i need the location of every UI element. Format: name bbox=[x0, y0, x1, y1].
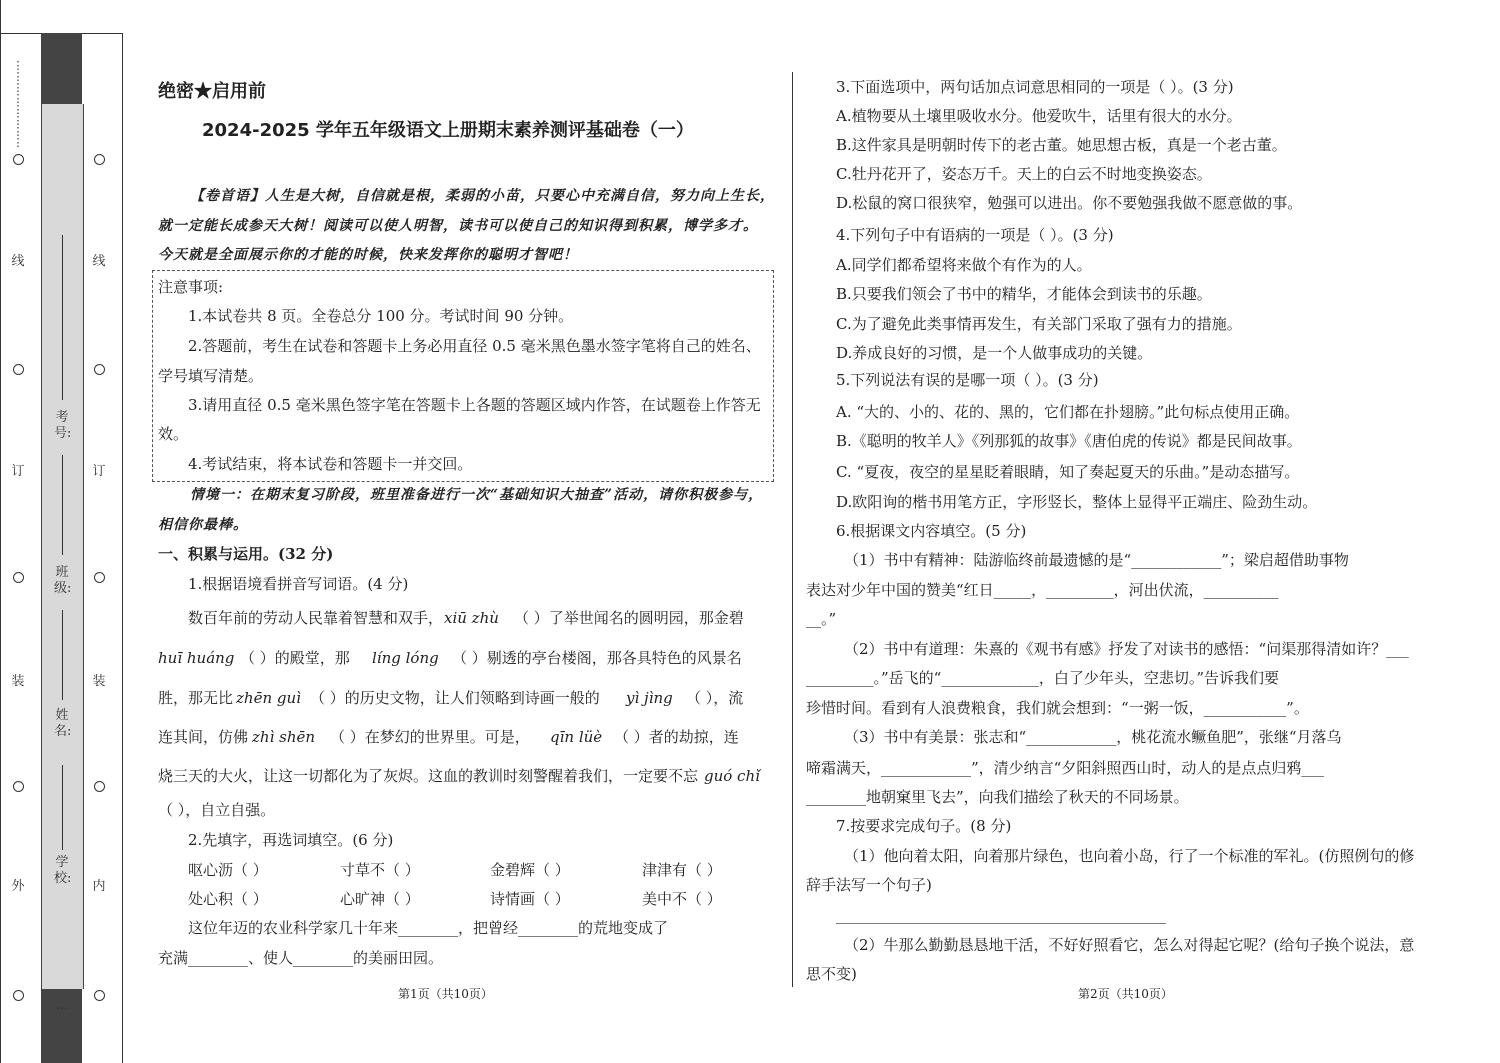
q1-pinyin: yì jìng bbox=[626, 689, 673, 707]
q6-title: 6.根据课文内容填空。(5 分) bbox=[836, 522, 1027, 540]
circle-mark bbox=[13, 781, 24, 792]
motto-line: 就一定能长成参天大树！阅读可以使人明智，读书可以使自己的知识得到积累，博学多才。 bbox=[158, 218, 758, 234]
binding-char: 线 bbox=[92, 254, 106, 269]
q4-option: D.养成良好的习惯，是一个人做事成功的关键。 bbox=[836, 344, 1153, 362]
circle-mark bbox=[13, 154, 24, 165]
q5-title: 5.下列说法有误的是哪一项（ ）。(3 分) bbox=[836, 371, 1099, 389]
dotted-line: ⋮⋮⋮⋮⋮⋮⋮⋮ bbox=[12, 59, 24, 149]
q1-pinyin: zhēn guì bbox=[236, 689, 301, 707]
q3-option: D.松鼠的窝口很狭窄，勉强可以进出。你不要勉强我做不愿意做的事。 bbox=[836, 194, 1303, 212]
idiom-blank[interactable]: 心旷神（ ） bbox=[340, 890, 420, 908]
binding-char: 线 bbox=[11, 254, 25, 269]
notes-line: 3.请用直径 0.5 毫米黑色签字笔在答题卡上各题的答题区域内作答，在试题卷上作答无 bbox=[188, 396, 761, 414]
q1-blank[interactable]: （ ）在梦幻的世界里。可是， bbox=[330, 728, 530, 746]
q5-option: D.欧阳询的楷书用笔方正，字形竖长，整体上显得平正端庄、险劲生动。 bbox=[836, 493, 1318, 511]
ellipsis-mark: … bbox=[55, 998, 69, 1013]
q1-blank[interactable]: （ ）的殿堂，那 bbox=[240, 649, 350, 667]
field-label-class: 班级: bbox=[54, 565, 72, 596]
circle-mark bbox=[94, 364, 105, 375]
field-label-school: 学校: bbox=[54, 855, 72, 886]
exam-title: 2024-2025 学年五年级语文上册期末素养测评基础卷（一） bbox=[202, 120, 694, 141]
q1-blank[interactable]: （ ）的历史文物，让人们领略到诗画一般的 bbox=[310, 689, 600, 707]
q6-line[interactable]: __。” bbox=[806, 610, 837, 628]
binding-char: 装 bbox=[92, 674, 106, 689]
motto-line: 【卷首语】人生是大树，自信就是根，柔弱的小苗，只要心中充满自信，努力向上生长， bbox=[190, 188, 775, 204]
q6-line[interactable]: 啼霜满天，____________”，清少纳言“夕阳斜照西山时，动人的是点点归鸦___ bbox=[806, 759, 1324, 777]
class-line[interactable] bbox=[62, 455, 64, 555]
notes-line: 4.考试结束，将本试卷和答题卡一并交回。 bbox=[188, 455, 473, 473]
page-divider bbox=[792, 72, 793, 987]
page-footer-right: 第2页（共10页） bbox=[1078, 987, 1173, 1001]
q3-title: 3.下面选项中，两句话加点词意思相同的一项是（ ）。(3 分) bbox=[836, 78, 1234, 96]
q2-fill-line[interactable]: 充满________、使人________的美丽田园。 bbox=[158, 949, 444, 967]
circle-mark bbox=[13, 572, 24, 583]
circle-mark bbox=[13, 364, 24, 375]
q1-pinyin: zhì shēn bbox=[252, 728, 316, 746]
q1-blank[interactable]: （ ），流 bbox=[686, 689, 744, 707]
strip-border-right bbox=[122, 33, 123, 1063]
q3-option: A.植物要从土壤里吸收水分。他爱吹牛，话里有很大的水分。 bbox=[836, 107, 1242, 125]
idiom-blank[interactable]: 呕心沥（ ） bbox=[188, 861, 268, 879]
q1-pinyin: qīn lüè bbox=[550, 728, 603, 746]
q6-line[interactable]: _________。”岳飞的“_____________，白了少年头，空悲切。”告诉我们要 bbox=[806, 669, 1280, 687]
q3-option: B.这件家具是明朝时传下的老古董。她思想古板，真是一个老古董。 bbox=[836, 136, 1287, 154]
circle-mark bbox=[94, 154, 105, 165]
q2-title: 2.先填字，再选词填空。(6 分) bbox=[188, 831, 394, 849]
notes-line: 学号填写清楚。 bbox=[158, 367, 264, 385]
q1-pinyin: huī huáng bbox=[158, 649, 235, 667]
page-footer-left: 第1页（共10页） bbox=[398, 987, 493, 1001]
q4-option: A.同学们都希望将来做个有作为的人。 bbox=[836, 256, 1092, 274]
q1-blank[interactable]: （ ）者的劫掠，连 bbox=[614, 728, 739, 746]
dark-block-top bbox=[41, 33, 82, 104]
q4-option: C.为了避免此类事情再发生，有关部门采取了强有力的措施。 bbox=[836, 315, 1242, 333]
q6-line[interactable]: 表达对少年中国的赞美“红日_____，_________，河出伏流，__________ bbox=[806, 581, 1279, 599]
q7-line: 辞手法写一个句子) bbox=[806, 876, 932, 894]
name-line[interactable] bbox=[62, 610, 64, 700]
q1-blank[interactable]: （ ）了举世闻名的圆明园，那金碧 bbox=[514, 609, 744, 627]
idiom-blank[interactable]: 处心积（ ） bbox=[188, 890, 268, 908]
binding-char: 订 bbox=[92, 464, 106, 479]
q1-text: 数百年前的劳动人民靠着智慧和双手， bbox=[188, 609, 444, 627]
scenario-line: 情境一：在期末复习阶段，班里准备进行一次“基础知识大抽查”活动，请你积极参与， bbox=[190, 487, 764, 503]
binding-char: 外 bbox=[11, 879, 25, 894]
q7-line: （1）他向着太阳，向着那片绿色，也向着小岛，行了一个标准的军礼。(仿照例句的修 bbox=[844, 847, 1415, 865]
q1-blank[interactable]: （ ），自立自强。 bbox=[158, 801, 276, 819]
circle-mark bbox=[94, 572, 105, 583]
q6-line[interactable]: （2）书中有道理：朱熹的《观书有感》抒发了对读书的感悟：“问渠那得清如许？___ bbox=[844, 640, 1409, 658]
idiom-blank[interactable]: 金碧辉（ ） bbox=[490, 861, 570, 879]
notes-line: 1.本试卷共 8 页。全卷总分 100 分。考试时间 90 分钟。 bbox=[188, 307, 574, 325]
binding-char: 订 bbox=[11, 464, 25, 479]
idiom-blank[interactable]: 诗情画（ ） bbox=[490, 890, 570, 908]
idiom-blank[interactable]: 津津有（ ） bbox=[642, 861, 722, 879]
notes-line: 2.答题前，考生在试卷和答题卡上务必用直径 0.5 毫米黑色墨水签字笔将自己的姓名、 bbox=[188, 337, 761, 355]
q5-option: A. “大的、小的、花的、黑的，它们都在扑翅膀。”此句标点使用正确。 bbox=[836, 403, 1300, 421]
q6-line[interactable]: （1）书中有精神：陆游临终前最遗憾的是“____________”；梁启超借助事物 bbox=[844, 551, 1349, 569]
q5-option: C. “夏夜，夜空的星星眨着眼睛，知了奏起夏天的乐曲。”是动态描写。 bbox=[836, 463, 1300, 481]
q4-option: B.只要我们领会了书中的精华，才能体会到读书的乐趣。 bbox=[836, 285, 1212, 303]
q7-line: （2）牛那么勤勤恳恳地干活，不好好照看它，怎么对得起它呢？(给句子换个说法，意 bbox=[844, 936, 1415, 954]
notes-heading: 注意事项: bbox=[158, 278, 224, 296]
binding-char: 装 bbox=[11, 674, 25, 689]
field-label-name: 姓名: bbox=[54, 708, 72, 739]
circle-mark bbox=[94, 990, 105, 1001]
q1-pinyin: xiū zhù bbox=[444, 609, 499, 627]
q6-line[interactable]: ________地朝窠里飞去”，向我们描绘了秋天的不同场景。 bbox=[806, 788, 1189, 806]
notes-line: 效。 bbox=[158, 425, 189, 443]
q3-option: C.牡丹花开了，姿态万千。天上的白云不时地变换姿态。 bbox=[836, 165, 1212, 183]
scenario-line: 相信你最棒。 bbox=[158, 517, 248, 533]
exam-number-line[interactable] bbox=[62, 235, 64, 400]
q1-title: 1.根据语境看拼音写词语。(4 分) bbox=[188, 575, 409, 593]
school-line[interactable] bbox=[62, 765, 64, 850]
circle-mark bbox=[94, 781, 105, 792]
q1-text: 连其间，仿佛 bbox=[158, 728, 249, 746]
q7-answer-line[interactable]: ____________________________________________ bbox=[836, 906, 1166, 924]
field-label-exam-number: 考号: bbox=[54, 410, 72, 441]
binding-char: 内 bbox=[92, 879, 106, 894]
q6-line[interactable]: （3）书中有美景：张志和“____________，桃花流水鳜鱼肥”，张继“月落乌 bbox=[844, 728, 1342, 746]
secret-label: 绝密★启用前 bbox=[158, 81, 266, 102]
q7-title: 7.按要求完成句子。(8 分) bbox=[836, 817, 1012, 835]
q1-text: 烧三天的大火，让这一切都化为了灰烬。这血的教训时刻警醒着我们，一定要不忘 bbox=[158, 767, 699, 785]
q1-blank[interactable]: （ ）剔透的亭台楼阁，那各具特色的风景名 bbox=[452, 649, 742, 667]
strip-border-left bbox=[0, 0, 1, 1063]
section-heading: 一、积累与运用。(32 分) bbox=[158, 545, 334, 563]
idiom-blank[interactable]: 美中不（ ） bbox=[642, 890, 722, 908]
q1-pinyin: guó chǐ bbox=[704, 767, 760, 785]
q7-line: 思不变) bbox=[806, 965, 857, 983]
motto-line: 今天就是全面展示你的才能的时候，快来发挥你的聪明才智吧！ bbox=[158, 247, 578, 263]
q1-text: 胜，那无比 bbox=[158, 689, 234, 707]
idiom-blank[interactable]: 寸草不（ ） bbox=[340, 861, 420, 879]
q4-title: 4.下列句子中有语病的一项是（ ）。(3 分) bbox=[836, 226, 1114, 244]
q5-option: B.《聪明的牧羊人》《列那狐的故事》《唐伯虎的传说》都是民间故事。 bbox=[836, 432, 1302, 450]
circle-mark bbox=[13, 990, 24, 1001]
q6-line[interactable]: 珍惜时间。看到有人浪费粮食，我们就会想到：“一粥一饭，___________”。 bbox=[806, 699, 1309, 717]
q2-fill-line[interactable]: 这位年迈的农业科学家几十年来________，把曾经________的荒地变成了 bbox=[188, 919, 669, 937]
q1-pinyin: líng lóng bbox=[372, 649, 439, 667]
